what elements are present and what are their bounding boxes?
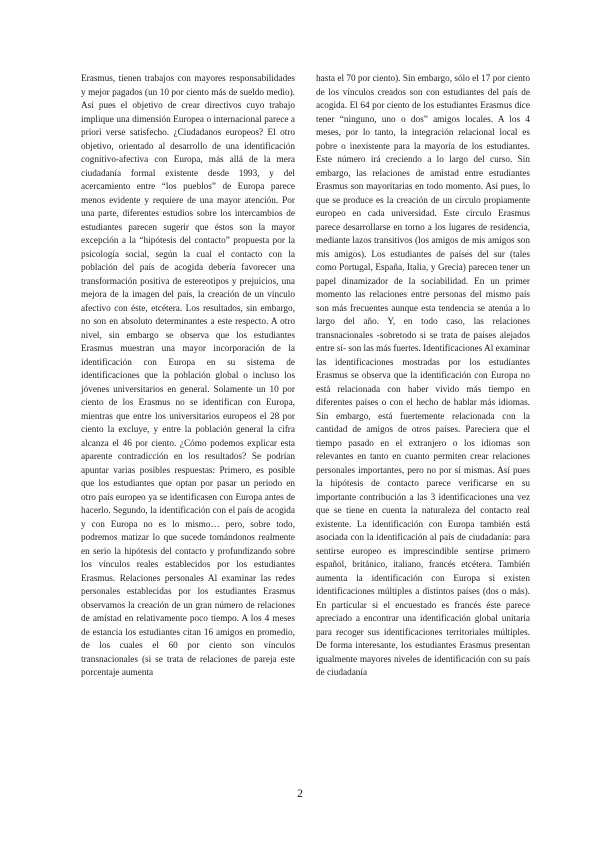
left-column-text: Erasmus, tienen trabajos con mayores responsabilidades y mejor pagados (un 10 por ciento más de sueldo medio). Así pues el objetivo de crear directivos cuyo trabajo implique una dimensión Europea o internacional parece a priori verse satisfecho. ¿Ciudadanos europeos? El otro objetivo, orientado al desarrollo de una identificación cognitivo-afectiva con Europa, más allá de la mera ciudadanía formal existente desde 1993, y del acercamiento entre “los pueblos” de Europa parece menos evidente y requiere de una mayor atención. Por una parte, diferentes estudios sobre los intercambios de estudiantes parecen sugerir que éstos son la mayor excepción a la “hipótesis del contacto” propuesta por la psicología social, según la cual el contacto con la población del país de acogida debería favorecer una transformación positiva de estereotipos y prejuicios, una mejora de la imagen del país, la creación de un vínculo afectivo con éste, etcétera. Los resultados, sin embargo, no son en absoluto determinantes a este respecto. A otro nivel, sin embargo se observa que los estudiantes Erasmus muestran una mayor incorporación de la identificación con Europa en su sistema de identificaciones que la población global o incluso los jóvenes universitarios en general. Solamente un 10 por ciento de los Erasmus no se identifican con Europa, mientras que entre los universitarios europeos el 28 por ciento la excluye, y entre la población general la cifra alcanza el 46 por ciento. ¿Cómo podemos explicar esta aparente contradicción en los resultados? Se podrían apuntar varias posibles respuestas: Primero, es posible que los estudiantes que optan por pasar un periodo en otro país europeo ya se identificasen con Europa antes de hacerlo. Segundo, la identificación con el país de acogida y con Europa no es lo mismo… pero, sobre todo, podremos matizar lo que sucede tomándonos realmente en serio la hipótesis del contacto y profundizando sobre los vínculos reales establecidos por los estudiantes Erasmus. Relaciones personales Al examinar las redes personales establecidas por los estudiantes Erasmus observamos la creación de un gran número de relaciones de amistad en relativamente poco tiempo. A los 4 meses de estancia los estudiantes citan 16 amigos en promedio, de los cuales el 60 por ciento son vínculos transnacionales (si se trata de relaciones de pareja este porcentaje aumenta — [81, 74, 295, 678]
page-number: 2 — [297, 786, 303, 800]
right-text-column — [316, 73, 530, 681]
right-column-text: hasta el 70 por ciento). Sin embargo, sólo el 17 por ciento de los vínculos creados son con estudiantes del país de acogida. El 64 por ciento de los estudiantes Erasmus dice tener “ninguno, uno o dos” amigos locales. A los 4 meses, por lo tanto, la integración relacional local es pobre o inexistente para la mayoría de los estudiantes. Este número irá creciendo a lo largo del curso. Sin embargo, las relaciones de amistad entre estudiantes Erasmus son mayoritarias en todo momento. Así pues, lo que se produce es la creación de un círculo propiamente europeo en cada universidad. Este círculo Erasmus parece desarrollarse en torno a los lugares de residencia, mediante lazos transitivos (los amigos de mis amigos son mis amigos). Los estudiantes de países del sur (tales como Portugal, España, Italia, y Grecia) parecen tener un papel dinamizador de la sociabilidad. En un primer momento las relaciones entre personas del mismo país son más frecuentes aunque esta tendencia se atenúa a lo largo del año. Y, en todo caso, las relaciones transnacionales -sobretodo si se trata de países alejados entre sí- son las más fuertes. Identificaciones Al examinar las identificaciones mostradas por los estudiantes Erasmus se observa que la identificación con Europa no está relacionada con haber vivido más tiempo en diferentes países o con el hecho de hablar más idiomas. Sin embargo, está fuertemente relacionada con la cantidad de amigos de otros países. Pareciera que el tiempo pasado en el extranjero o los idiomas son relevantes en tanto en cuanto permiten crear relaciones personales importantes, pero no por sí mismas. Así pues la hipótesis de contacto parece verificarse en su importante contribución a las 3 identificaciones una vez que se tiene en cuenta la naturaleza del contacto real existente. La identificación con Europa también está asociada con la identificación al país de ciudadanía: para sentirse europeo es imprescindible sentirse primero español, británico, italiano, francés etcétera. También aumenta la identificación con Europa si existen identificaciones múltiples a distintos países (dos o más). En particular si el encuestado es francés éste parece apreciado a encontrar una identificación global unitaria para recoger sus identificaciones territoriales múltiples. De forma interesante, los estudiantes Erasmus presentan igualmente mayores niveles de identificación con su país de ciudadanía — [316, 74, 530, 678]
left-text-column — [81, 73, 295, 681]
